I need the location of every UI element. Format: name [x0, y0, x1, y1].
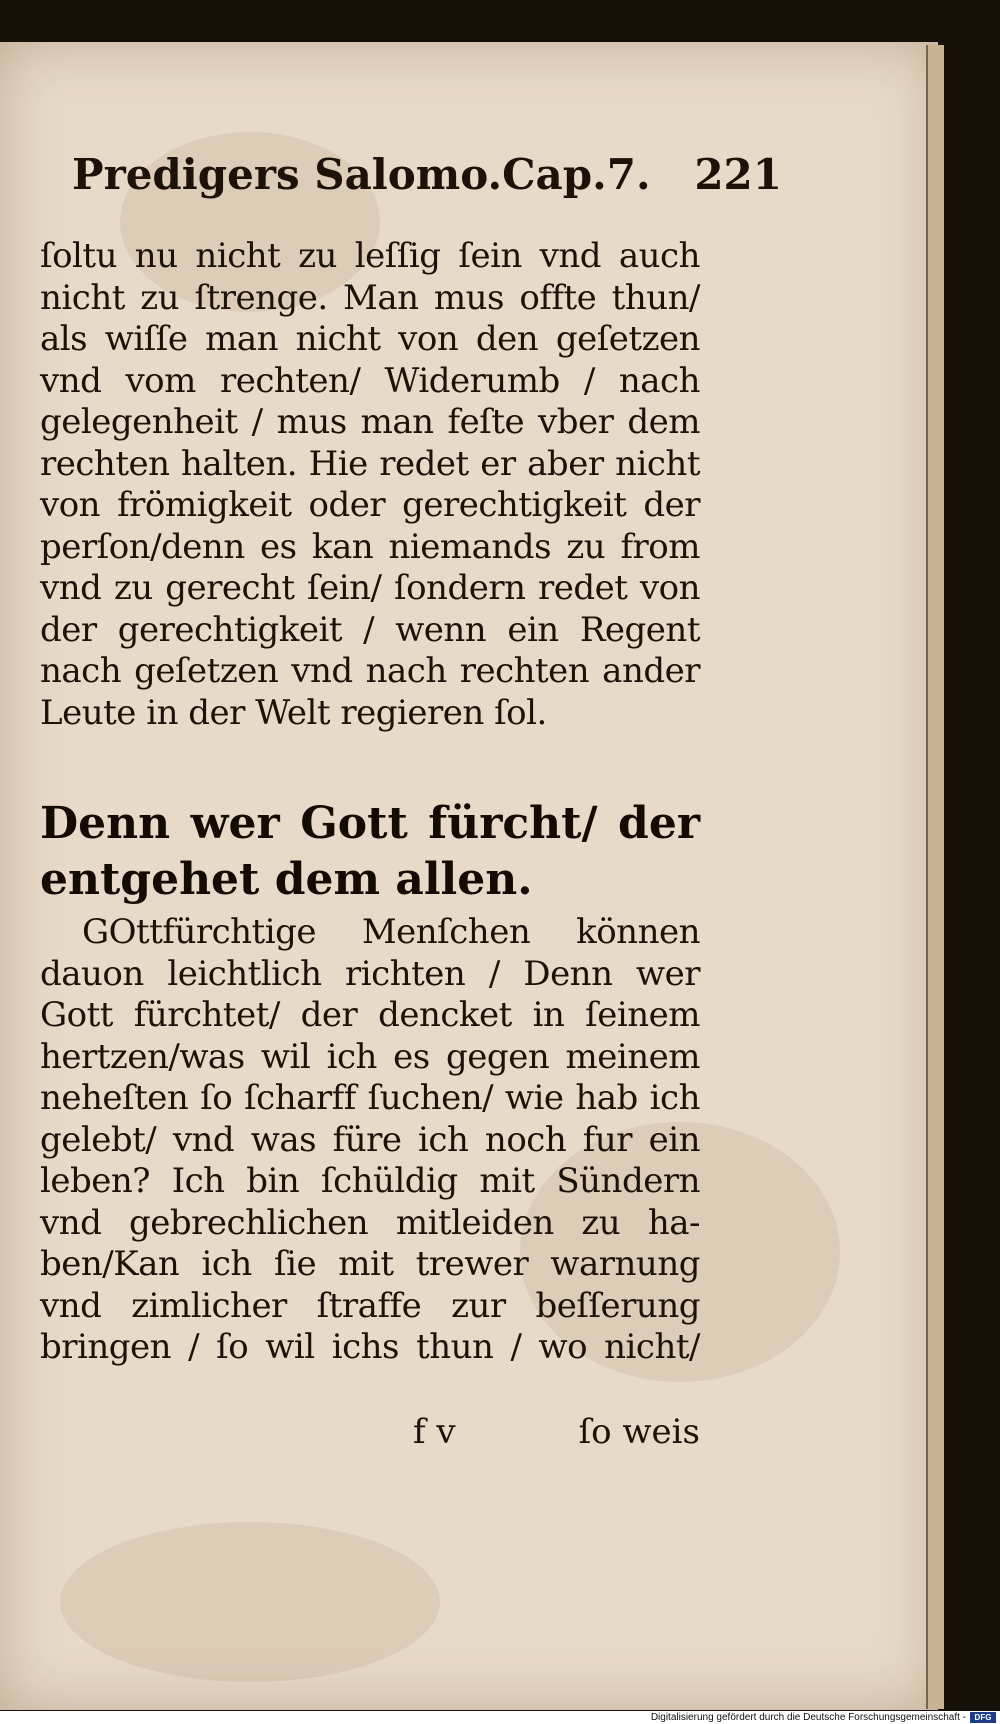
text-line: Leute in der Welt regieren ſol. [40, 692, 547, 733]
text-line: hertzen/was wil ich es gegen meinem [40, 1036, 700, 1077]
paragraph-1 [40, 236, 700, 734]
text-line: ſoltu nu nicht zu leſſig ſein vnd auch [40, 236, 700, 276]
paragraph-2 [40, 912, 700, 1369]
page-number: 221 [694, 150, 782, 199]
text-line: dauon leichtlich richten / Denn wer [40, 953, 700, 994]
text-line: gelebt/ vnd was füre ich noch fur ein [40, 1119, 700, 1160]
text-line: von frömigkeit oder gerechtigkeit der [40, 485, 700, 525]
catchword: ſo weis [578, 1412, 700, 1452]
text-line: vnd vom rechten/ Widerumb / nach [40, 360, 700, 401]
paper-stain [60, 1522, 440, 1682]
scan-credit-text: Digitalisierung gefördert durch die Deutsche Forschungsgemeinschaft - [650, 1712, 966, 1723]
dfg-logo-icon: DFG [970, 1712, 996, 1723]
text-line: der gerechtigkeit / wenn ein Regent [40, 609, 700, 650]
page-edge [926, 45, 944, 1709]
text-line: leben? Ich bin ſchüldig mit Sündern [40, 1161, 700, 1201]
text-line: GOttfürchtige Menſchen können [82, 912, 700, 952]
text-line: nach geſetzen vnd nach rechten ander [40, 651, 700, 691]
text-line: als wiſſe man nicht von den geſetzen [40, 319, 700, 359]
text-line: nicht zu ſtrenge. Man mus offte thun/ [40, 277, 700, 318]
text-line: gelegenheit / mus man feſte vber dem [40, 402, 700, 442]
heading-line: Denn wer Gott fürcht/ der [40, 798, 700, 849]
running-header [72, 150, 782, 199]
scripture-heading [40, 796, 700, 908]
text-line: rechten halten. Hie redet er aber nicht [40, 443, 700, 484]
text-line: neheſten ſo ſcharff ſuchen/ wie hab ich [40, 1078, 700, 1118]
text-line: ben/Kan ich ſie mit trewer warnung [40, 1244, 700, 1284]
heading-line: entgehet dem allen. [40, 854, 533, 905]
signature-mark: f v [413, 1412, 456, 1452]
text-line: Gott fürchtet/ der dencket in ſeinem [40, 995, 700, 1035]
running-title-text: Predigers Salomo. [72, 150, 503, 199]
text-line: bringen / ſo wil ichs thun / wo nicht/ [40, 1327, 700, 1367]
running-title [72, 150, 651, 199]
chapter-label: Cap.7. [502, 150, 651, 199]
text-line: vnd zimlicher ſtraffe zur beſſerung [40, 1285, 700, 1326]
scan-credit-bar [0, 1711, 1000, 1724]
text-line: vnd zu gerecht ſein/ ſondern redet von [40, 568, 700, 608]
text-line: vnd gebrechlichen mitleiden zu ha- [40, 1202, 700, 1243]
text-line: perſon/denn es kan niemands zu from [40, 526, 700, 567]
page-footer-line [40, 1412, 700, 1462]
